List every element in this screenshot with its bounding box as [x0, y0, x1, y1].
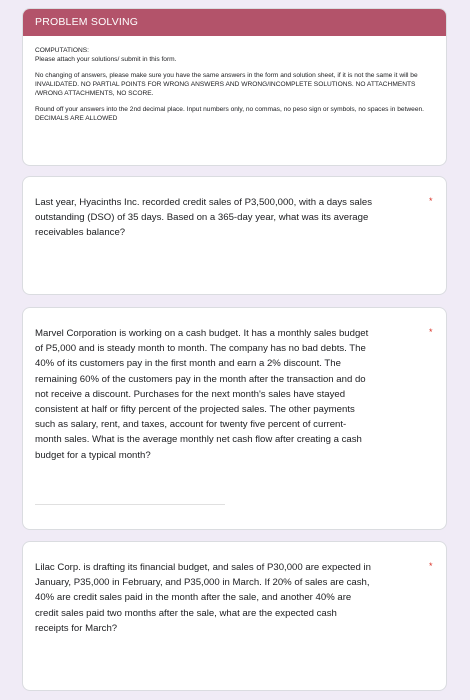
section-description [23, 36, 446, 123]
required-asterisk: * [429, 327, 433, 337]
required-asterisk: * [429, 196, 433, 206]
warning-text: No changing of answers, please make sure you have the same answers in the form and solution sheet, if it is not the same it will be INVALIDATED. NO PARTIAL POINTS FOR WRONG ANSWERS AND WRONG/INCOMPLETE SOLUTIONS. NO ATTACHMENTS /WRONG ATTACHMENTS, NO SCORE. [35, 72, 418, 97]
rounding-instruction: Round off your answers into the 2nd decimal place. Input numbers only, no commas, no peso sign or symbols, no spaces in between. DECIMALS ARE ALLOWED [35, 106, 425, 122]
question-card-1 [22, 176, 447, 295]
section-title: PROBLEM SOLVING [23, 9, 446, 36]
section-card [22, 8, 447, 166]
question-text-2: Marvel Corporation is working on a cash budget. It has a monthly sales budget of P5,000 and is steady month to month. The company has no bad debts. The 40% of its customers pay in the first month and earn a 2% discount. The remaining 60% of the customers pay in the month after the transaction and do not receive a discount. Purchases for the next month's sales have stayed consistent at half or fifty percent of the projected sales. The other payments such as salary, rent, and taxes, account for twenty five percent of current- month sales. What is the average monthly net cash flow after creating a cash budget for a typical month? [35, 328, 369, 461]
attach-instruction: Please attach your solutions/ submit in this form. [35, 56, 177, 63]
question-card-3 [22, 541, 447, 691]
question-text-3: Lilac Corp. is drafting its financial budget, and sales of P30,000 are expected in January, P35,000 in February, and P35,000 in March. If 20% of sales are cash, 40% are credit sales paid in the month after the sale, and another 40% are credit sales paid two months after the sale, what are the expected cash receipts for March? [35, 562, 371, 634]
answer-input-2[interactable] [35, 504, 225, 505]
required-asterisk: * [429, 561, 433, 571]
question-card-2 [22, 307, 447, 530]
question-text-1: Last year, Hyacinths Inc. recorded credit sales of P3,500,000, with a days sales outstanding (DSO) of 35 days. Based on a 365-day year, what was its average receivables balance? [35, 197, 373, 239]
computations-heading: COMPUTATIONS: [35, 47, 89, 54]
